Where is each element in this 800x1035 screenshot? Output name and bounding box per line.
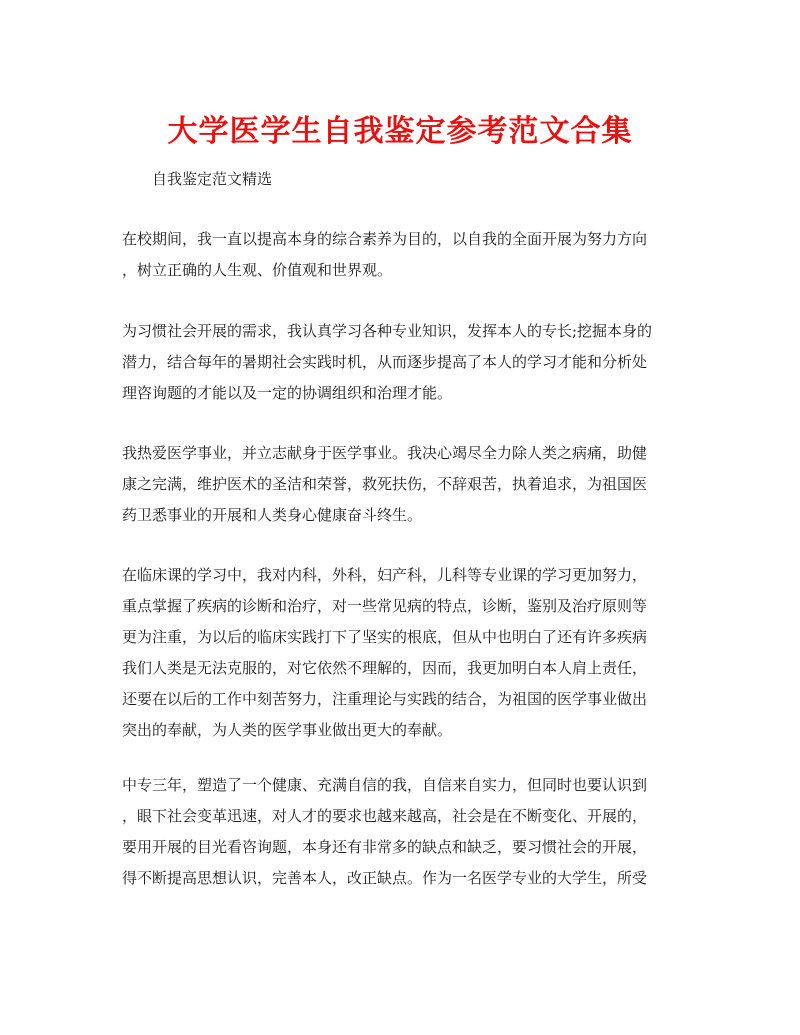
paragraph-4: [122, 560, 682, 746]
paragraph-line: 为习惯社会开展的需求，我认真学习各种专业知识，发挥本人的专长;挖掘本身的: [122, 322, 653, 340]
paragraph-5: [122, 770, 682, 894]
paragraph-line: 我热爱医学事业，并立志献身于医学事业。我决心竭尽全力除人类之病痛，助健: [122, 444, 648, 462]
paragraph-line: 得不断提高思想认识，完善本人，改正缺点。作为一名医学专业的大学生，所受: [122, 869, 648, 887]
paragraph-2: [122, 316, 682, 409]
paragraph-3: [122, 438, 682, 531]
paragraph-line: 康之完满，维护医术的圣洁和荣誉，救死扶伤，不辞艰苦，执着追求，为祖国医: [122, 475, 648, 493]
paragraph-1: [122, 224, 682, 286]
document-subtitle: 自我鉴定范文精选: [152, 170, 273, 188]
paragraph-line: ，眼下社会变革迅速，对人才的要求也越来越高，社会是在不断变化、开展的，: [122, 807, 648, 825]
paragraph-line: 中专三年，塑造了一个健康、充满自信的我，自信来自实力，但同时也要认识到: [122, 776, 648, 794]
paragraph-line: 更为注重，为以后的临床实践打下了坚实的根底，但从中也明白了还有许多疾病: [122, 628, 648, 646]
paragraph-line: 重点掌握了疾病的诊断和治疗，对一些常见病的特点，诊断，鉴别及治疗原则等: [122, 597, 648, 615]
paragraph-line: ，树立正确的人生观、价值观和世界观。: [122, 261, 393, 279]
paragraph-line: 还要在以后的工作中刻苦努力，注重理论与实践的结合，为祖国的医学事业做出: [122, 690, 648, 708]
document-title: 大学医学生自我鉴定参考范文合集: [167, 114, 633, 149]
paragraph-line: 突出的奉献，为人类的医学事业做出更大的奉献。: [122, 721, 453, 739]
paragraph-line: 在临床课的学习中，我对内科，外科，妇产科，儿科等专业课的学习更加努力，: [122, 566, 648, 584]
paragraph-line: 要用开展的目光看咨询题，本身还有非常多的缺点和缺乏，要习惯社会的开展，: [122, 838, 648, 856]
paragraph-line: 在校期间，我一直以提高本身的综合素养为目的，以自我的全面开展为努力方向: [122, 230, 648, 248]
paragraph-line: 药卫悉事业的开展和人类身心健康奋斗终生。: [122, 506, 423, 524]
paragraph-line: 潜力，结合每年的暑期社会实践时机，从而逐步提高了本人的学习才能和分析处: [122, 353, 648, 371]
paragraph-line: 理咨询题的才能以及一定的协调组织和治理才能。: [122, 384, 453, 402]
paragraph-line: 我们人类是无法克服的，对它依然不理解的，因而，我更加明白本人肩上责任，: [122, 659, 648, 677]
